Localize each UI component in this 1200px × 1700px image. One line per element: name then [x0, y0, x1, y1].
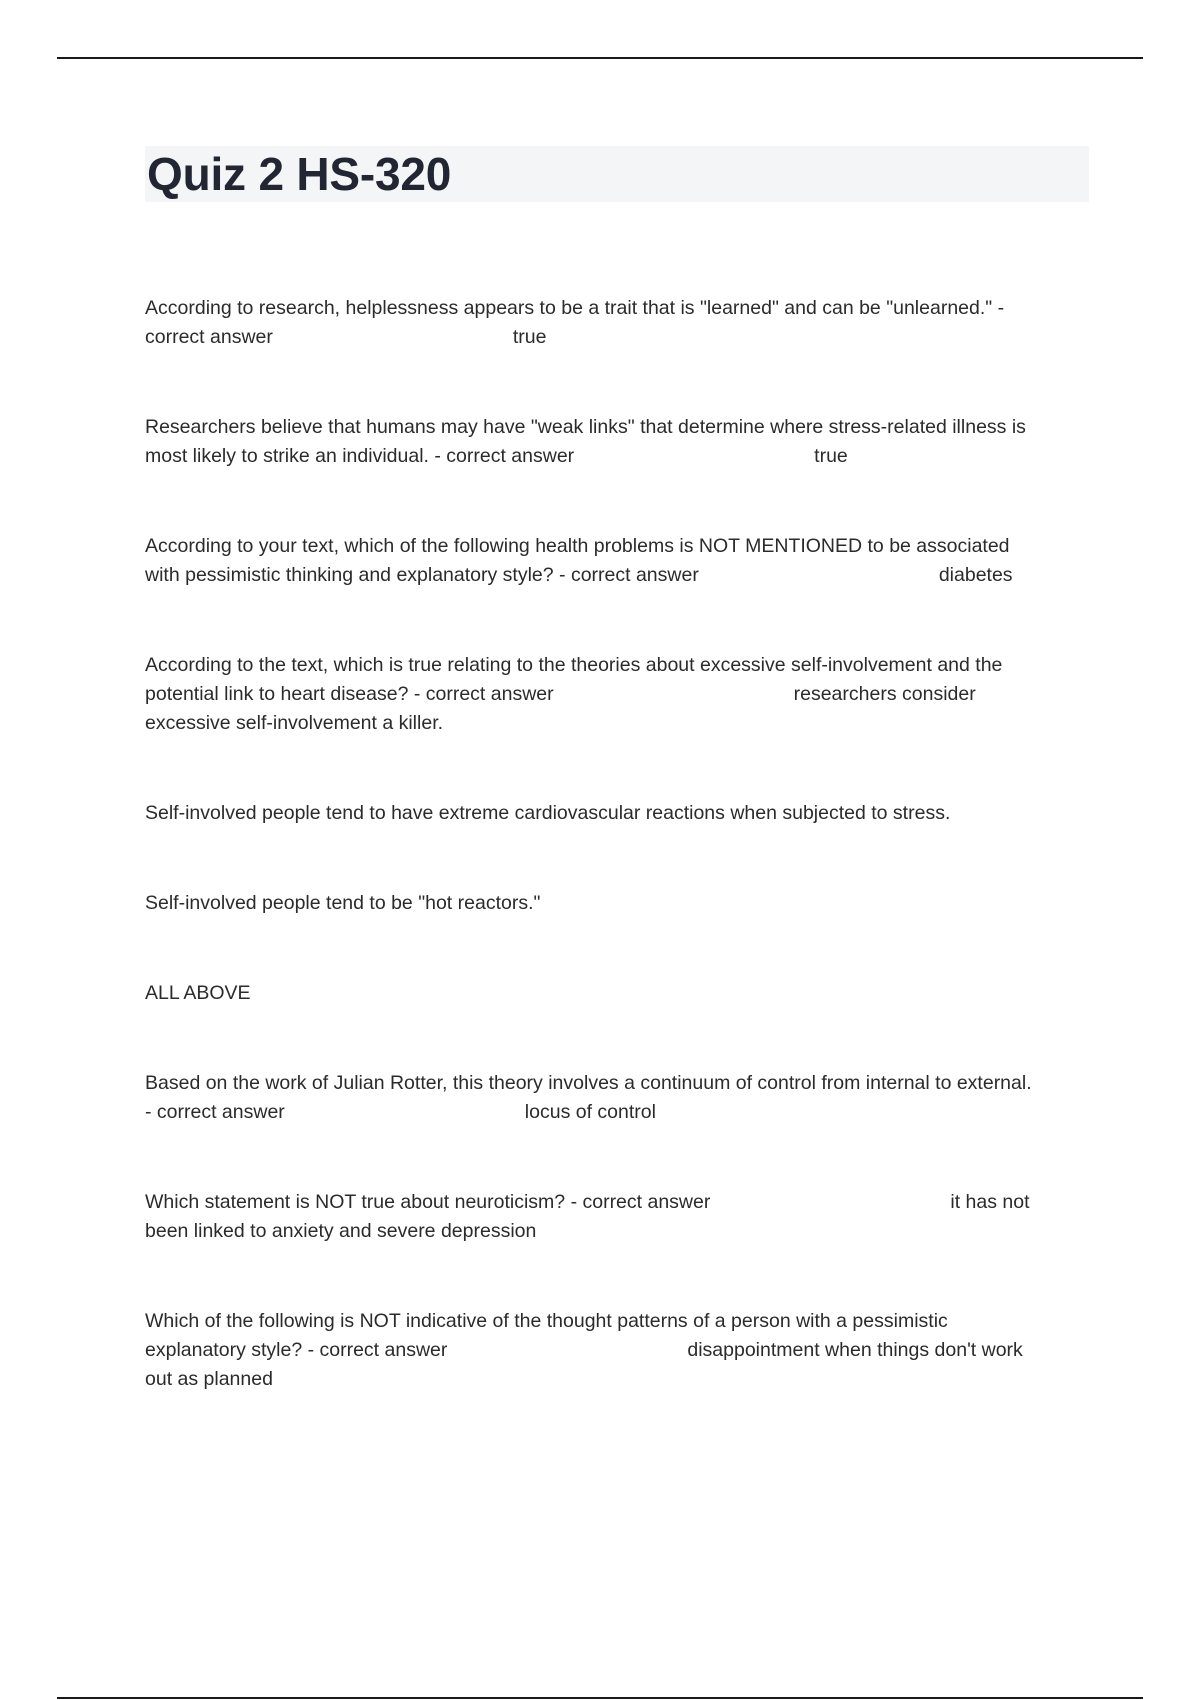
question-text: According to the text, which is true relating to the theories about excessive self-involvement and the [145, 654, 1003, 676]
bottom-rule [57, 1697, 1143, 1699]
qa-list [145, 294, 1089, 1394]
answer-text: true [814, 445, 848, 467]
correct-answer-label: potential link to heart disease? - correct answer [145, 683, 554, 705]
question-text: According to research, helplessness appears to be a trait that is "learned" and can be "unlearned." - [145, 297, 1005, 319]
answer-text: researchers consider [793, 683, 976, 705]
title-band [145, 146, 1089, 202]
qa-item [145, 651, 1089, 738]
qa-item [145, 1307, 1089, 1394]
question-text: According to your text, which of the following health problems is NOT MENTIONED to be associated [145, 535, 1010, 557]
correct-answer-label: explanatory style? - correct answer [145, 1339, 448, 1361]
qa-item [145, 294, 1089, 352]
document-body [145, 146, 1089, 1455]
answer-text-continued: excessive self-involvement a killer. [145, 712, 444, 734]
correct-answer-label: with pessimistic thinking and explanatory style? - correct answer [145, 564, 699, 586]
page-title: Quiz 2 HS-320 [147, 148, 452, 200]
qa-item [145, 1188, 1089, 1246]
question-text: Researchers believe that humans may have "weak links" that determine where stress-related illness is [145, 416, 1026, 438]
answer-text-continued: been linked to anxiety and severe depression [145, 1220, 537, 1242]
answer-line: ALL ABOVE [145, 982, 251, 1004]
question-text: Which of the following is NOT indicative of the thought patterns of a person with a pessimistic [145, 1310, 948, 1332]
answer-text: disappointment when things don't work [687, 1339, 1023, 1361]
answer-line: Self-involved people tend to be "hot reactors." [145, 892, 541, 914]
top-rule [57, 57, 1143, 59]
qa-item [145, 532, 1089, 590]
answer-text: true [512, 326, 547, 348]
correct-answer-label: - correct answer [145, 1101, 285, 1123]
correct-answer-label: most likely to strike an individual. - correct answer [145, 445, 575, 467]
qa-item [145, 1069, 1089, 1127]
correct-answer-label: correct answer [145, 326, 273, 348]
answer-text: locus of control [524, 1101, 656, 1123]
question-text: Based on the work of Julian Rotter, this theory involves a continuum of control from internal to external. [145, 1072, 1032, 1094]
question-text: Which statement is NOT true about neuroticism? - correct answer [145, 1191, 711, 1213]
answer-text-continued: out as planned [145, 1368, 273, 1390]
qa-item [145, 413, 1089, 471]
answer-line: Self-involved people tend to have extreme cardiovascular reactions when subjected to stress. [145, 802, 951, 824]
answer-text: diabetes [938, 564, 1013, 586]
answer-text: it has not [950, 1191, 1030, 1213]
